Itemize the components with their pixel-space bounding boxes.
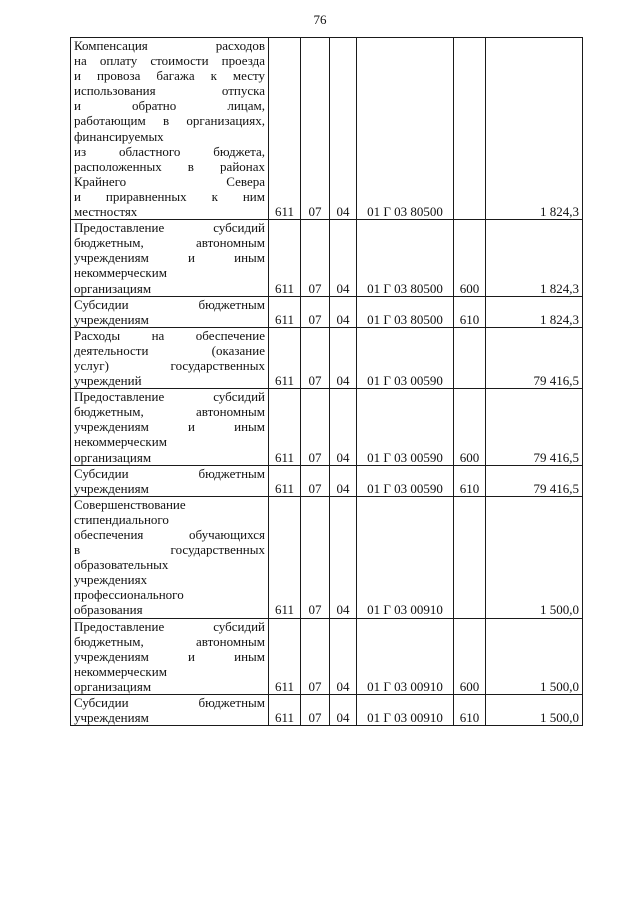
- description-line: учреждениям: [74, 710, 149, 726]
- description-line: в государственных: [74, 542, 265, 558]
- description-line: Крайнего Севера: [74, 173, 265, 189]
- description-line: Субсидии бюджетным: [74, 296, 265, 312]
- description-line: профессионального: [74, 587, 184, 603]
- table-row: [71, 695, 583, 726]
- table-row: [71, 496, 583, 618]
- description-line: учреждениям: [74, 480, 149, 496]
- row-target-article: 01 Г 03 00590: [357, 327, 454, 388]
- row-expense-kind: 600: [454, 618, 486, 694]
- description-line: Предоставление субсидий: [74, 220, 265, 236]
- row-target-article: 01 Г 03 80500: [357, 220, 454, 296]
- row-expense-kind: 600: [454, 220, 486, 296]
- row-ministry-code: 611: [269, 695, 301, 726]
- row-target-article: 01 Г 03 80500: [357, 38, 454, 220]
- row-description: [71, 695, 269, 726]
- description-line: некоммерческим: [74, 434, 167, 450]
- row-ministry-code: 611: [269, 220, 301, 296]
- row-ministry-code: 611: [269, 296, 301, 327]
- row-expense-kind: 610: [454, 695, 486, 726]
- row-section-code: 07: [301, 618, 330, 694]
- page-number: 76: [313, 12, 327, 27]
- description-line: использования отпуска: [74, 83, 265, 99]
- description-line: работающим в организациях,: [74, 113, 265, 129]
- description-line: образовательных: [74, 557, 169, 573]
- description-line: организациям: [74, 280, 152, 296]
- row-ministry-code: 611: [269, 465, 301, 496]
- description-line: Расходы на обеспечение: [74, 327, 265, 343]
- row-target-article: 01 Г 03 00910: [357, 618, 454, 694]
- row-ministry-code: 611: [269, 327, 301, 388]
- row-section-code: 07: [301, 38, 330, 220]
- row-subsection-code: 04: [330, 618, 357, 694]
- description-line: организациям: [74, 678, 152, 694]
- row-target-article: 01 Г 03 00590: [357, 465, 454, 496]
- row-ministry-code: 611: [269, 38, 301, 220]
- row-subsection-code: 04: [330, 695, 357, 726]
- row-description: [71, 296, 269, 327]
- description-line: деятельности (оказание: [74, 342, 265, 358]
- description-line: учреждений: [74, 373, 142, 389]
- row-section-code: 07: [301, 389, 330, 465]
- row-description: [71, 618, 269, 694]
- row-ministry-code: 611: [269, 496, 301, 618]
- description-line: бюджетным, автономным: [74, 235, 265, 251]
- description-line: организациям: [74, 449, 152, 465]
- row-description: [71, 327, 269, 388]
- description-line: бюджетным, автономным: [74, 404, 265, 420]
- description-line: Компенсация расходов: [74, 38, 265, 53]
- row-subsection-code: 04: [330, 296, 357, 327]
- row-amount: 79 416,5: [486, 389, 583, 465]
- row-subsection-code: 04: [330, 327, 357, 388]
- row-section-code: 07: [301, 220, 330, 296]
- table-row: [71, 38, 583, 220]
- row-description: [71, 220, 269, 296]
- description-line: Предоставление субсидий: [74, 389, 265, 405]
- row-target-article: 01 Г 03 00910: [357, 695, 454, 726]
- row-amount: 1 500,0: [486, 695, 583, 726]
- row-subsection-code: 04: [330, 389, 357, 465]
- description-line: некоммерческим: [74, 265, 167, 281]
- row-expense-kind: [454, 327, 486, 388]
- description-line: финансируемых: [74, 128, 164, 144]
- table-row: [71, 465, 583, 496]
- description-line: расположенных в районах: [74, 158, 265, 174]
- row-expense-kind: 610: [454, 465, 486, 496]
- description-line: стипендиального: [74, 511, 169, 527]
- table-row: [71, 296, 583, 327]
- row-description: [71, 389, 269, 465]
- description-line: услуг) государственных: [74, 357, 265, 373]
- budget-table-body: [71, 38, 583, 726]
- table-row: [71, 618, 583, 694]
- row-expense-kind: 610: [454, 296, 486, 327]
- row-expense-kind: [454, 496, 486, 618]
- description-line: Субсидии бюджетным: [74, 695, 265, 711]
- row-description: [71, 38, 269, 220]
- description-line: Субсидии бюджетным: [74, 465, 265, 481]
- row-amount: 1 824,3: [486, 296, 583, 327]
- table-row: [71, 389, 583, 465]
- row-ministry-code: 611: [269, 618, 301, 694]
- row-section-code: 07: [301, 496, 330, 618]
- row-section-code: 07: [301, 327, 330, 388]
- row-section-code: 07: [301, 296, 330, 327]
- row-description: [71, 496, 269, 618]
- row-description: [71, 465, 269, 496]
- description-line: образования: [74, 602, 143, 618]
- description-line: некоммерческим: [74, 663, 167, 679]
- description-line: учреждениям и иным: [74, 648, 265, 664]
- row-ministry-code: 611: [269, 389, 301, 465]
- description-line: обеспечения обучающихся: [74, 527, 265, 542]
- row-amount: 1 500,0: [486, 618, 583, 694]
- description-line: учреждениям: [74, 311, 149, 327]
- row-subsection-code: 04: [330, 38, 357, 220]
- description-line: учреждениям и иным: [74, 419, 265, 435]
- description-line: и обратно лицам,: [74, 98, 265, 114]
- row-target-article: 01 Г 03 80500: [357, 296, 454, 327]
- row-amount: 79 416,5: [486, 465, 583, 496]
- row-amount: 1 824,3: [486, 38, 583, 220]
- description-line: Совершенствование: [74, 496, 186, 512]
- row-amount: 1 500,0: [486, 496, 583, 618]
- row-subsection-code: 04: [330, 465, 357, 496]
- row-amount: 79 416,5: [486, 327, 583, 388]
- description-line: бюджетным, автономным: [74, 633, 265, 649]
- row-subsection-code: 04: [330, 496, 357, 618]
- row-target-article: 01 Г 03 00910: [357, 496, 454, 618]
- budget-table: [70, 37, 583, 726]
- description-line: и приравненных к ним: [74, 188, 265, 204]
- table-row: [71, 327, 583, 388]
- description-line: на оплату стоимости проезда: [74, 53, 265, 69]
- row-amount: 1 824,3: [486, 220, 583, 296]
- description-line: из областного бюджета,: [74, 143, 265, 159]
- description-line: учреждениям и иным: [74, 250, 265, 266]
- row-target-article: 01 Г 03 00590: [357, 389, 454, 465]
- description-line: Предоставление субсидий: [74, 618, 265, 634]
- row-section-code: 07: [301, 465, 330, 496]
- description-line: учреждениях: [74, 572, 148, 588]
- row-section-code: 07: [301, 695, 330, 726]
- row-expense-kind: 600: [454, 389, 486, 465]
- description-line: и провоза багажа к месту: [74, 68, 265, 84]
- description-line: местностях: [74, 204, 138, 220]
- row-expense-kind: [454, 38, 486, 220]
- row-subsection-code: 04: [330, 220, 357, 296]
- table-row: [71, 220, 583, 296]
